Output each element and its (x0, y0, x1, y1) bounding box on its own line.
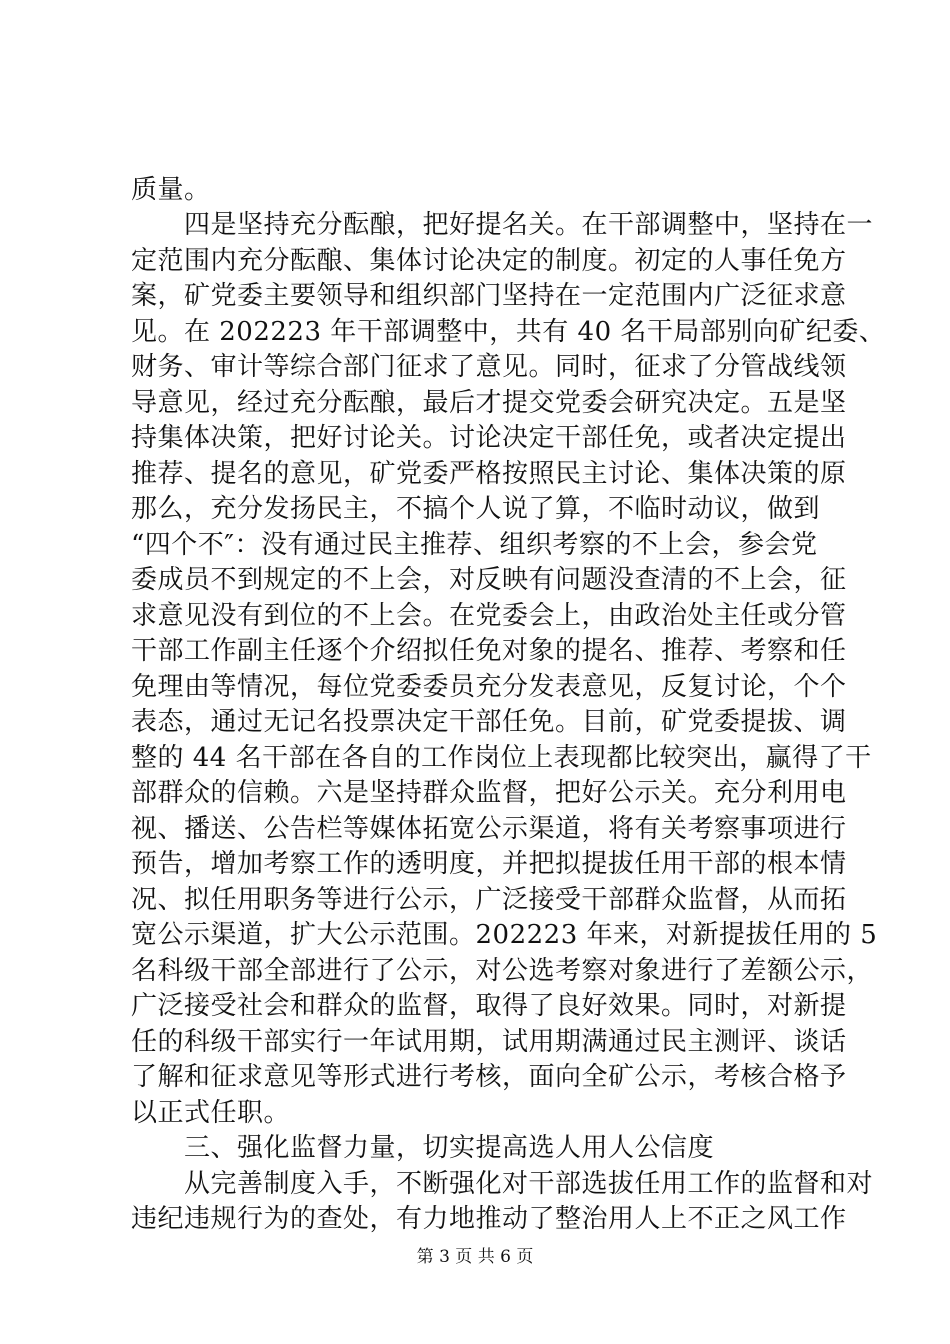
text-line: 委成员不到规定的不上会，对反映有问题没查清的不上会，征 (131, 565, 847, 595)
text-line: 质量。 (131, 175, 211, 205)
text-line: 四是坚持充分酝酿，把好提名关。在干部调整中，坚持在一 (131, 210, 874, 240)
section-heading: 三、强化监督力量，切实提高选人用人公信度 (131, 1133, 715, 1163)
text-line: 持集体决策，把好讨论关。讨论决定干部任免，或者决定提出 (131, 423, 847, 453)
text-line: 干部工作副主任逐个介绍拟任免对象的提名、推荐、考察和任 (131, 636, 847, 666)
text-line: 导意见，经过充分酝酿，最后才提交党委会研究决定。五是坚 (131, 388, 847, 418)
text-line: 部群众的信赖。六是坚持群众监督，把好公示关。充分利用电 (131, 778, 847, 808)
text-line: 表态，通过无记名投票决定干部任免。目前，矿党委提拔、调 (131, 707, 847, 737)
text-line: 任的科级干部实行一年试用期，试用期满通过民主测评、谈话 (131, 1027, 847, 1057)
text-line: 视、播送、公告栏等媒体拓宽公示渠道，将有关考察事项进行 (131, 814, 847, 844)
text-line: 了解和征求意见等形式进行考核，面向全矿公示，考核合格予 (131, 1062, 847, 1092)
text-line: 宽公示渠道，扩大公示范围。202223 年来，对新提拔任用的 5 (131, 920, 878, 950)
text-line: 推荐、提名的意见，矿党委严格按照民主讨论、集体决策的原 (131, 459, 847, 489)
text-line: 定范围内充分酝酿、集体讨论决定的制度。初定的人事任免方 (131, 246, 847, 276)
text-line: 案，矿党委主要领导和组织部门坚持在一定范围内广泛征求意 (131, 281, 847, 311)
text-line: 那么，充分发扬民主，不搞个人说了算，不临时动议，做到 (131, 494, 821, 524)
text-line: 免理由等情况，每位党委委员充分发表意见，反复讨论，个个 (131, 672, 847, 702)
text-line: 况、拟任用职务等进行公示，广泛接受干部群众监督，从而拓 (131, 885, 847, 915)
text-line: “四个不″：没有通过民主推荐、组织考察的不上会，参会党 (131, 530, 818, 560)
text-line: 名科级干部全部进行了公示，对公选考察对象进行了差额公示， (131, 956, 874, 986)
text-line: 预告，增加考察工作的透明度，并把拟提拔任用干部的根本情 (131, 849, 847, 879)
text-line: 从完善制度入手，不断强化对干部选拔任用工作的监督和对 (131, 1169, 874, 1199)
text-line: 见。在 202223 年干部调整中，共有 40 名干局部别向矿纪委、 (131, 317, 886, 347)
page-number-footer: 第 3 页 共 6 页 (416, 1247, 534, 1267)
text-line: 财务、审计等综合部门征求了意见。同时，征求了分管战线领 (131, 352, 847, 382)
text-line: 广泛接受社会和群众的监督，取得了良好效果。同时，对新提 (131, 991, 847, 1021)
text-line: 求意见没有到位的不上会。在党委会上，由政治处主任或分管 (131, 601, 847, 631)
text-line: 以正式任职。 (131, 1098, 291, 1128)
text-line: 违纪违规行为的查处，有力地推动了整治用人上不正之风工作 (131, 1204, 847, 1234)
text-line: 整的 44 名干部在各自的工作岗位上表现都比较突出，赢得了干 (131, 743, 872, 773)
